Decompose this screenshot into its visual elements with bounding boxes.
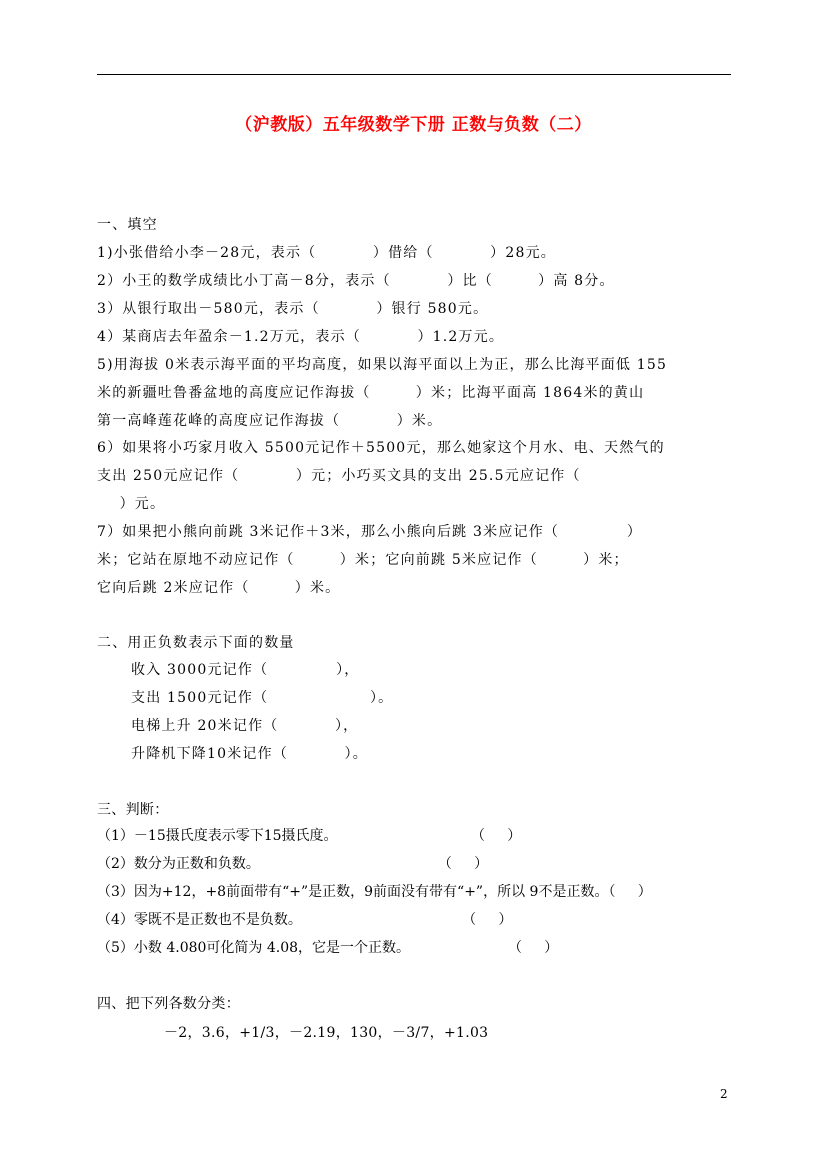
page-number: 2 [720, 1087, 728, 1101]
judgement-2: （2）数分为正数和负数。 （ ） [97, 856, 489, 872]
signed-number-item-1: 收入 3000元记作（ ）， [131, 662, 360, 678]
fill-blank-7-line-2: 米；它站在原地不动应记作（ ）米；它向前跳 5米应记作（ ）米； [97, 552, 629, 568]
fill-blank-1: 1)小张借给小李－28元，表示（ ）借给（ ）28元。 [97, 245, 557, 261]
section-4-heading: 四、把下列各数分类： [97, 996, 240, 1012]
document-title: （沪教版）五年级数学下册 正数与负数（二） [235, 115, 592, 135]
section-3-heading: 三、判断： [97, 802, 169, 818]
judgement-5: （5）小数 4.080可化简为 4.08，它是一个正数。 （ ） [97, 940, 559, 956]
fill-blank-6-line-2: 支出 250元应记作（ ）元；小巧买文具的支出 25.5元应记作（ [97, 468, 581, 484]
fill-blank-6-line-1: 6）如果将小巧家月收入 5500元记作＋5500元，那么她家这个月水、电、天然气的 [97, 440, 665, 456]
fill-blank-5-line-3: 第一高峰莲花峰的高度应记作海拔（ ）米。 [97, 413, 443, 429]
fill-blank-3: 3）从银行取出－580元，表示（ ）银行 580元。 [97, 301, 489, 317]
section-2-heading: 二、用正负数表示下面的数量 [97, 635, 295, 651]
signed-number-item-3: 电梯上升 20米记作（ ）， [131, 718, 359, 734]
fill-blank-2: 2）小王的数学成绩比小丁高－8分，表示（ ）比（ ）高 8分。 [97, 273, 615, 289]
numbers-to-classify: －2，3.6，+1/3，－2.19，130，－3/7，+1.03 [164, 1025, 489, 1041]
fill-blank-6-line-3: ）元。 [97, 496, 166, 512]
signed-number-item-2: 支出 1500元记作（ ）。 [131, 690, 394, 706]
judgement-3: （3）因为+12，+8前面带有“+”是正数，9前面没有带有“+”，所以 9不是正数。（ ） [97, 884, 652, 900]
judgement-4: （4）零既不是正数也不是负数。 （ ） [97, 912, 513, 928]
fill-blank-4: 4）某商店去年盈余－1.2万元，表示（ ）1.2万元。 [97, 329, 505, 345]
section-1-heading: 一、填空 [97, 217, 158, 233]
signed-number-item-4: 升降机下降10米记作（ ）。 [131, 746, 368, 762]
header-rule [97, 74, 731, 75]
fill-blank-5-line-2: 米的新疆吐鲁番盆地的高度应记作海拔（ ）米；比海平面高 1864米的黄山 [97, 385, 645, 401]
judgement-1: （1）－15摄氏度表示零下15摄氏度。 （ ） [97, 828, 522, 844]
fill-blank-7-line-3: 它向后跳 2米应记作（ ）米。 [97, 580, 341, 596]
fill-blank-5-line-1: 5)用海拔 0米表示海平面的平均高度，如果以海平面以上为正，那么比海平面低 155 [97, 357, 668, 373]
fill-blank-7-line-1: 7）如果把小熊向前跳 3米记作＋3米，那么小熊向后跳 3米应记作（ ） [97, 524, 643, 540]
